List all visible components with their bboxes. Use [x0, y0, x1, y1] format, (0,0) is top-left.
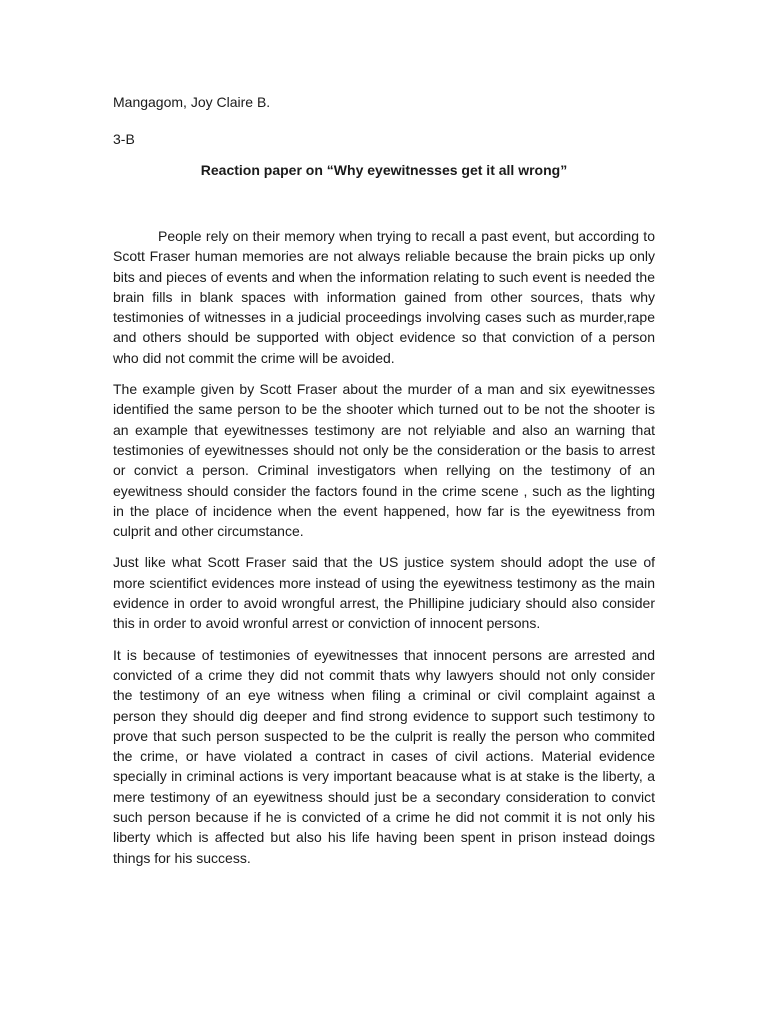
document-title: Reaction paper on “Why eyewitnesses get it all wrong” [200, 162, 568, 178]
document-body [113, 226, 655, 879]
paragraph: The example given by Scott Fraser about the murder of a man and six eyewitnesses identified the same person to be the shooter which turned out to be not the shooter is an example that eyewitnesses testimony are not relyiable and also an warning that testimonies of eyewitnesses should not only be the consideration or the basis to arrest or convict a person. Criminal investigators when rellying on the testimony of an eyewitness should consider the factors found in the crime scene , such as the lighting in the place of incidence when the event happened, how far is the eyewitness from culprit and other circumstance. [113, 381, 655, 540]
paragraph: It is because of testimonies of eyewitnesses that innocent persons are arrested and convicted of a crime they did not commit thats why lawyers should not only consider the testimony of an eye witness when filing a criminal or civil complaint against a person they should dig deeper and find strong evidence to support such testimony to prove that such person suspected to be the culprit is really the person who commited the crime, or have violated a contract in cases of civil actions. Material evidence specially in criminal actions is very important beacause what is at stake is the liberty, a mere testimony of an eyewitness should just be a secondary consideration to convict such person because if he is convicted of a crime he did not commit it is not only his liberty which is affected but also his life having been spent in prison instead doings things for his success. [113, 646, 655, 866]
author-name: Mangagom, Joy Claire B. [113, 94, 271, 110]
paragraph: People rely on their memory when trying to recall a past event, but according to Scott Fraser human memories are not always reliable because the brain picks up only bits and pieces of events and when the information relating to such event is needed the brain fills in blank spaces with information gained from other sources, thats why testimonies of witnesses in a judicial proceedings involving cases such as murder,rape and others should be supported with object evidence so that conviction of a person who did not commit the crime will be avoided. [113, 228, 655, 366]
paragraph: Just like what Scott Fraser said that the US justice system should adopt the use of more scientifict evidences more instead of using the eyewitness testimony as the main evidence in order to avoid wrongful arrest, the Phillipine judiciary should also consider this in order to avoid wronful arrest or conviction of innocent persons. [113, 554, 655, 632]
class-section: 3-B [113, 131, 135, 147]
